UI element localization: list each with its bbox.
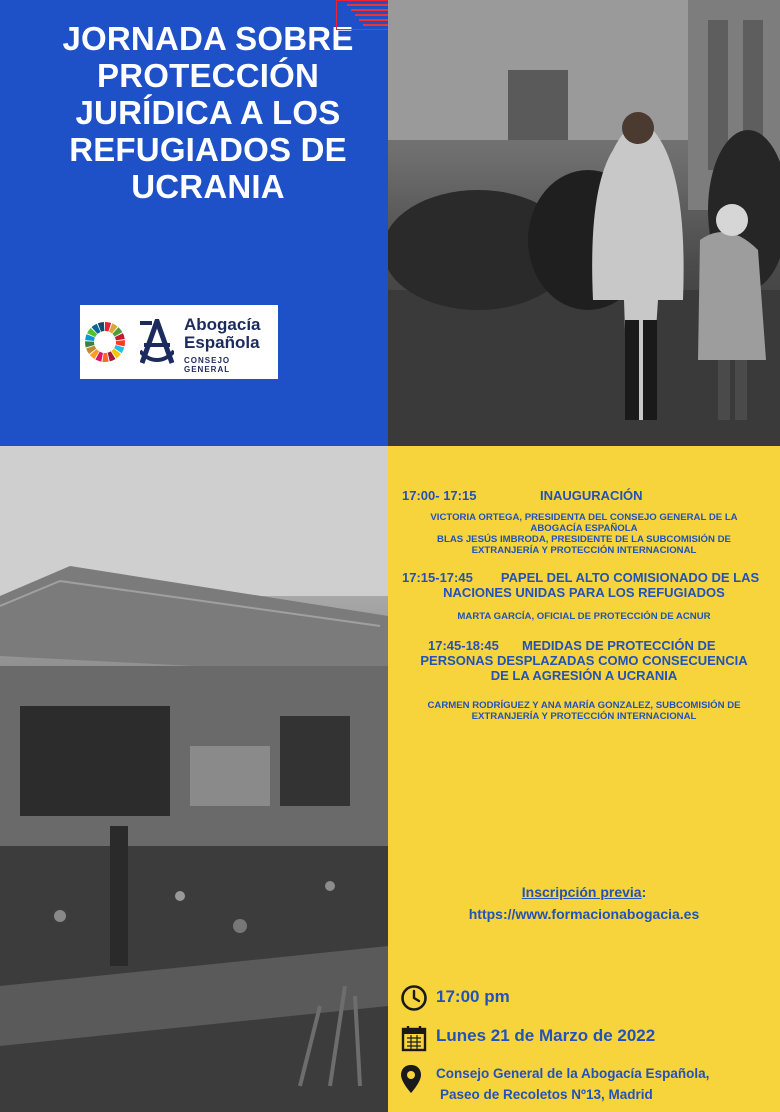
venue-line2: Paseo de Recoletos Nº13, Madrid (440, 1087, 653, 1102)
agenda-speakers-3 (388, 700, 780, 722)
abogacia-logo (80, 305, 278, 379)
speaker-line: BLAS JESÚS IMBRODA, PRESIDENTE DE LA SUBCOMISIÓN DE (437, 534, 731, 545)
destroyed-building-photo (0, 446, 388, 1112)
agenda-time-1: 17:00- 17:15 (402, 488, 477, 503)
speaker-line: EXTRANJERÍA Y PROTECCIÓN INTERNACIONAL (471, 711, 697, 722)
agenda-heading-line: NACIONES UNIDAS PARA LOS REFUGIADOS (443, 585, 725, 600)
refugees-photo-art (388, 0, 780, 446)
agenda-speakers-1 (388, 512, 780, 556)
agenda-time-3: 17:45-18:45 (428, 638, 499, 653)
event-venue (436, 1063, 709, 1105)
clock-icon (400, 984, 428, 1012)
event-title: JORNADA SOBRE PROTECCIÓN JURÍDICA A LOS REFUGIADOS DE UCRANIA (62, 20, 354, 205)
event-date: Lunes 21 de Marzo de 2022 (436, 1026, 656, 1045)
logo-name-line1: Abogacía (184, 315, 261, 334)
agenda-heading-1: INAUGURACIÓN (540, 488, 643, 503)
agenda-heading-2b (388, 585, 780, 600)
destroyed-building-photo-art (0, 446, 388, 1112)
calendar-icon (400, 1024, 428, 1052)
location-pin-icon (400, 1064, 422, 1094)
venue-line1: Consejo General de la Abogacía Española, (436, 1066, 710, 1081)
red-stamp (336, 0, 388, 30)
agenda-speakers-2 (388, 611, 780, 622)
sdg-wheel-segment (102, 353, 108, 362)
sdg-wheel-icon (80, 317, 140, 367)
abogacia-a-icon (140, 319, 174, 365)
agenda-heading-2 (480, 570, 780, 585)
agenda-heading-line: MEDIDAS DE PROTECCIÓN DE (522, 638, 716, 653)
logo-name-line2: Española (184, 333, 260, 352)
agenda-heading-line: DE LA AGRESIÓN A UCRANIA (490, 668, 678, 683)
agenda-heading-3 (522, 638, 752, 653)
registration-colon: : (641, 884, 647, 900)
speaker-line: MARTA GARCÍA, OFICIAL DE PROTECCIÓN DE ACNUR (457, 611, 711, 622)
speaker-line: VICTORIA ORTEGA, PRESIDENTA DEL CONSEJO GENERAL DE LA (430, 512, 738, 523)
logo-name (184, 316, 261, 352)
registration-label-text: Inscripción previa (521, 884, 642, 900)
registration-label (388, 884, 780, 900)
agenda-heading-3b (388, 653, 780, 683)
agenda-heading-line: PERSONAS DESPLAZADAS COMO CONSECUENCIA (420, 653, 748, 668)
speaker-line: EXTRANJERÍA Y PROTECCIÓN INTERNACIONAL (471, 545, 697, 556)
agenda-panel (388, 446, 780, 1112)
title-panel (0, 0, 388, 446)
speaker-line: CARMEN RODRÍGUEZ Y ANA MARÍA GONZALEZ, SUBCOMISIÓN DE (427, 700, 741, 711)
agenda-heading-line: PAPEL DEL ALTO COMISIONADO DE LAS (500, 570, 760, 585)
speaker-line: ABOGACÍA ESPAÑOLA (530, 523, 638, 534)
agenda-time-2: 17:15-17:45 (402, 570, 473, 585)
logo-subtitle: CONSEJO GENERAL (184, 356, 231, 374)
refugees-photo (388, 0, 780, 446)
registration-link[interactable]: https://www.formacionabogacia.es (468, 906, 700, 922)
event-time: 17:00 pm (436, 987, 510, 1006)
